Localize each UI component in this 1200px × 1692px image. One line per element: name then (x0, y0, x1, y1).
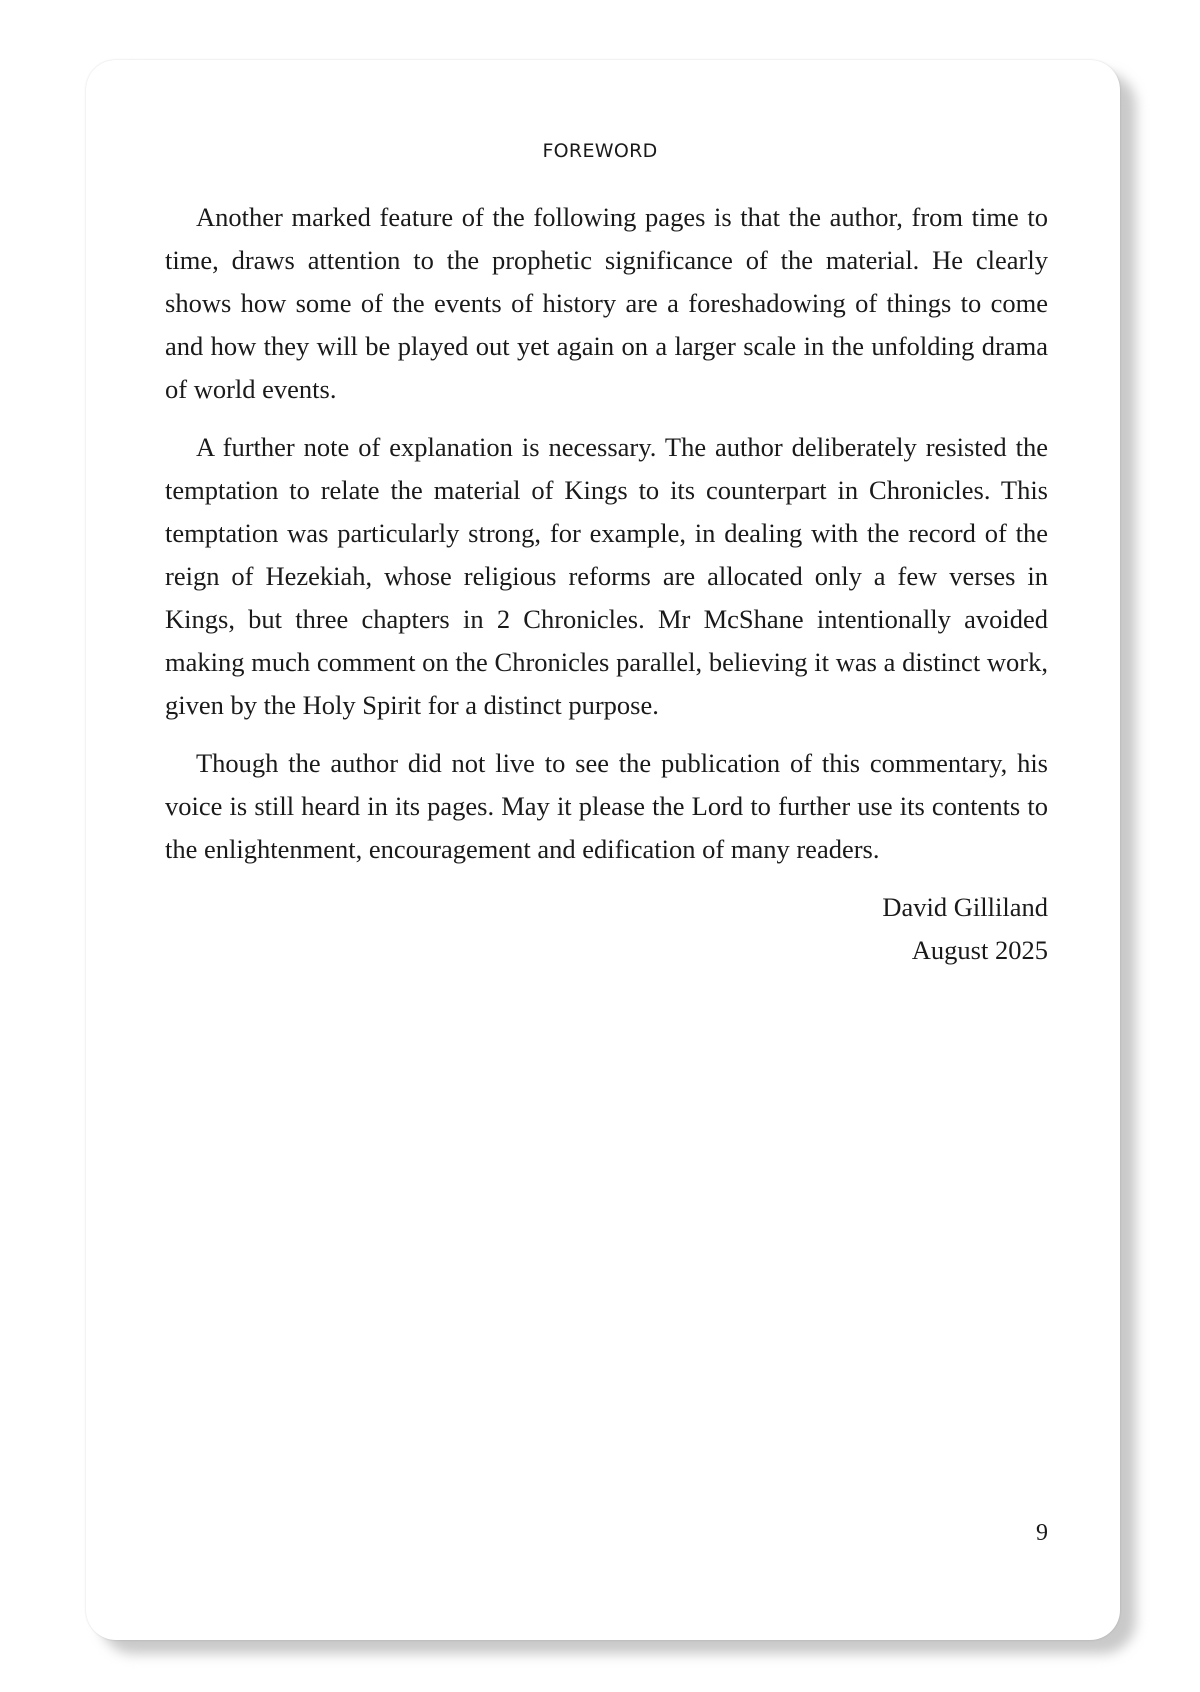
paragraph-3: Though the author did not live to see the publication of this commentary, his voice is still heard in its pages. May it please the Lord to further use its contents to the enlightenment, encouragement and edification of many readers. (165, 748, 1048, 864)
signature-date: August 2025 (911, 935, 1048, 965)
paragraph-1: Another marked feature of the following pages is that the author, from time to time, draws attention to the prophetic significance of the material. He clearly shows how some of the events of history are a foreshadowing of things to come and how they will be played out yet again on a larger scale in the unfolding drama of world events. (165, 202, 1048, 404)
page-number: 9 (1036, 1520, 1048, 1546)
signature-name: David Gilliland (882, 892, 1048, 922)
signature-block (165, 886, 1048, 972)
body-text (165, 196, 1048, 972)
running-head: FOREWORD (542, 140, 658, 162)
paragraph-2: A further note of explanation is necessary. The author deliberately resisted the temptation to relate the material of Kings to its counterpart in Chronicles. This temptation was particularly strong, for example, in dealing with the record of the reign of Hezekiah, whose religious reforms are allocated only a few verses in Kings, but three chapters in 2 Chronicles. Mr McShane intentionally avoided making much comment on the Chronicles parallel, believing it was a distinct work, given by the Holy Spirit for a distinct purpose. (165, 432, 1048, 720)
